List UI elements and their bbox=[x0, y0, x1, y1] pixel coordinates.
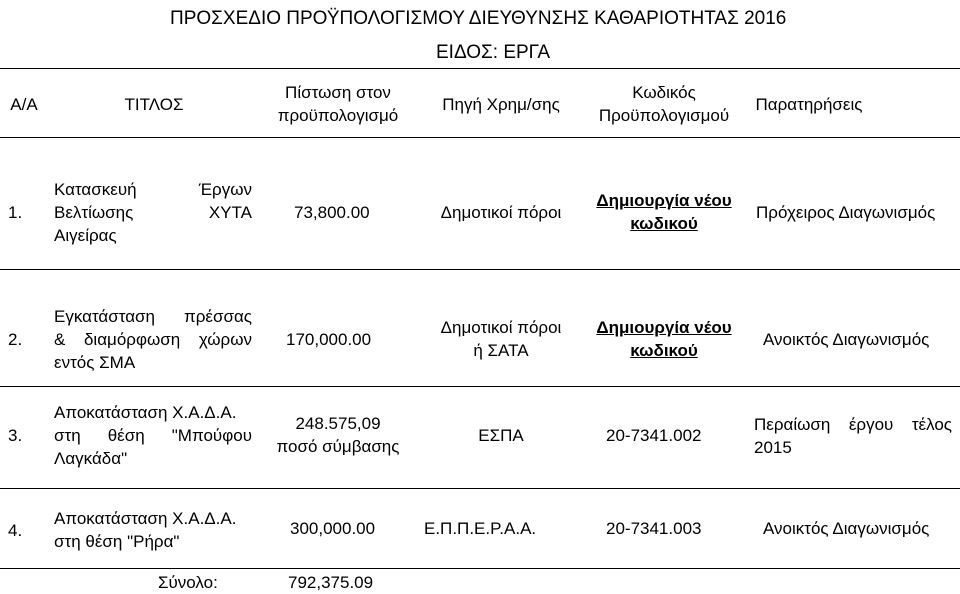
row2-aa: 2. bbox=[8, 330, 23, 349]
row1-title-line1: Κατασκευή Έργων bbox=[54, 180, 252, 199]
row2-source bbox=[420, 316, 582, 362]
row1-title-line2: Βελτίωσης ΧΥΤΑ bbox=[54, 203, 252, 222]
row2-title-line1: Εγκατάσταση πρέσσας bbox=[54, 307, 252, 326]
row2-credit: 170,000.00 bbox=[286, 330, 372, 349]
row1-code-line1: Δημιουργία νέου bbox=[596, 191, 732, 210]
grid-line-header-bottom bbox=[0, 137, 960, 138]
row3-title-line2: στη θέση "Μπούφου bbox=[54, 426, 252, 445]
header-kodikos-line2: Προϋπολογισμού bbox=[598, 106, 730, 125]
row2-title-line2: & διαμόρφωση χώρων bbox=[54, 330, 252, 349]
grid-line-row1-bottom bbox=[0, 269, 960, 270]
row3-title bbox=[54, 401, 252, 470]
header-titlos: ΤΙΤΛΟΣ bbox=[124, 95, 184, 114]
row1-code-line2: κωδικού bbox=[630, 214, 698, 233]
header-kodikos-line1: Κωδικός bbox=[632, 83, 696, 102]
row1-title bbox=[54, 178, 252, 247]
row3-credit-line1: 248.575,09 bbox=[295, 414, 381, 433]
grid-line-row3-bottom bbox=[0, 488, 960, 489]
header-pigi: Πηγή Χρημ/σης bbox=[442, 95, 560, 114]
row3-notes bbox=[754, 413, 952, 459]
header-kodikos bbox=[582, 81, 746, 127]
row3-credit bbox=[258, 412, 418, 458]
header-paratiriseis: Παρατηρήσεις bbox=[755, 95, 863, 114]
row2-title-line3: εντός ΣΜΑ bbox=[54, 353, 136, 372]
row1-source: Δημοτικοί πόροι bbox=[440, 203, 562, 222]
header-pistosi-line2: προϋπολογισμό bbox=[277, 106, 399, 125]
row4-title bbox=[54, 507, 252, 553]
row2-code bbox=[582, 316, 746, 362]
row2-source-line1: Δημοτικοί πόροι bbox=[440, 318, 562, 337]
row4-title-line1: Αποκατάσταση Χ.Α.Δ.Α. bbox=[54, 509, 237, 528]
row4-credit: 300,000.00 bbox=[290, 519, 376, 538]
row4-source: Ε.Π.Π.Ε.Ρ.Α.Α. bbox=[424, 519, 537, 538]
header-aa: Α/Α bbox=[10, 95, 38, 114]
row3-aa: 3. bbox=[8, 426, 23, 445]
grid-line-top bbox=[0, 68, 960, 69]
row2-notes: Ανοικτός Διαγωνισμός bbox=[763, 330, 930, 349]
row3-title-line3: Λαγκάδα" bbox=[54, 449, 128, 468]
row1-code bbox=[582, 189, 746, 235]
row4-notes: Ανοικτός Διαγωνισμός bbox=[763, 519, 930, 538]
page-subtitle: ΕΙΔΟΣ: ΕΡΓΑ bbox=[436, 42, 551, 63]
row2-code-line2: κωδικού bbox=[630, 341, 698, 360]
row2-code-line1: Δημιουργία νέου bbox=[596, 318, 732, 337]
header-pistosi-line1: Πίστωση στον bbox=[285, 83, 391, 102]
grid-line-row2-bottom bbox=[0, 386, 960, 387]
row3-credit-line2: ποσό σύμβασης bbox=[276, 437, 400, 456]
total-label: Σύνολο: bbox=[158, 573, 218, 592]
row4-title-line2: στη θέση "Ρήρα" bbox=[54, 532, 180, 551]
row1-credit: 73,800.00 bbox=[294, 203, 370, 222]
row3-notes-line1: Περαίωση έργου τέλος bbox=[754, 415, 952, 434]
row1-aa: 1. bbox=[8, 203, 23, 222]
row3-title-line1: Αποκατάσταση Χ.Α.Δ.Α. bbox=[54, 403, 237, 422]
page-title: ΠΡΟΣΧΕΔΙΟ ΠΡΟΫΠΟΛΟΓΙΣΜΟΥ ΔΙΕΥΘΥΝΣΗΣ ΚΑΘΑΡΙΟΤΗΤΑΣ 2016 bbox=[170, 8, 787, 29]
row3-code: 20-7341.002 bbox=[606, 426, 702, 445]
header-pistosi bbox=[258, 81, 418, 127]
row3-source: ΕΣΠΑ bbox=[478, 426, 524, 445]
row1-notes: Πρόχειρος Διαγωνισμός bbox=[756, 203, 936, 222]
total-value: 792,375.09 bbox=[288, 573, 374, 592]
row1-title-line3: Αιγείρας bbox=[54, 226, 117, 245]
row4-code: 20-7341.003 bbox=[606, 519, 702, 538]
row2-title bbox=[54, 305, 252, 374]
row4-aa: 4. bbox=[8, 521, 23, 540]
row3-notes-line2: 2015 bbox=[754, 438, 792, 457]
row2-source-line2: ή ΣΑΤΑ bbox=[473, 341, 529, 360]
grid-line-row4-bottom bbox=[0, 568, 960, 569]
